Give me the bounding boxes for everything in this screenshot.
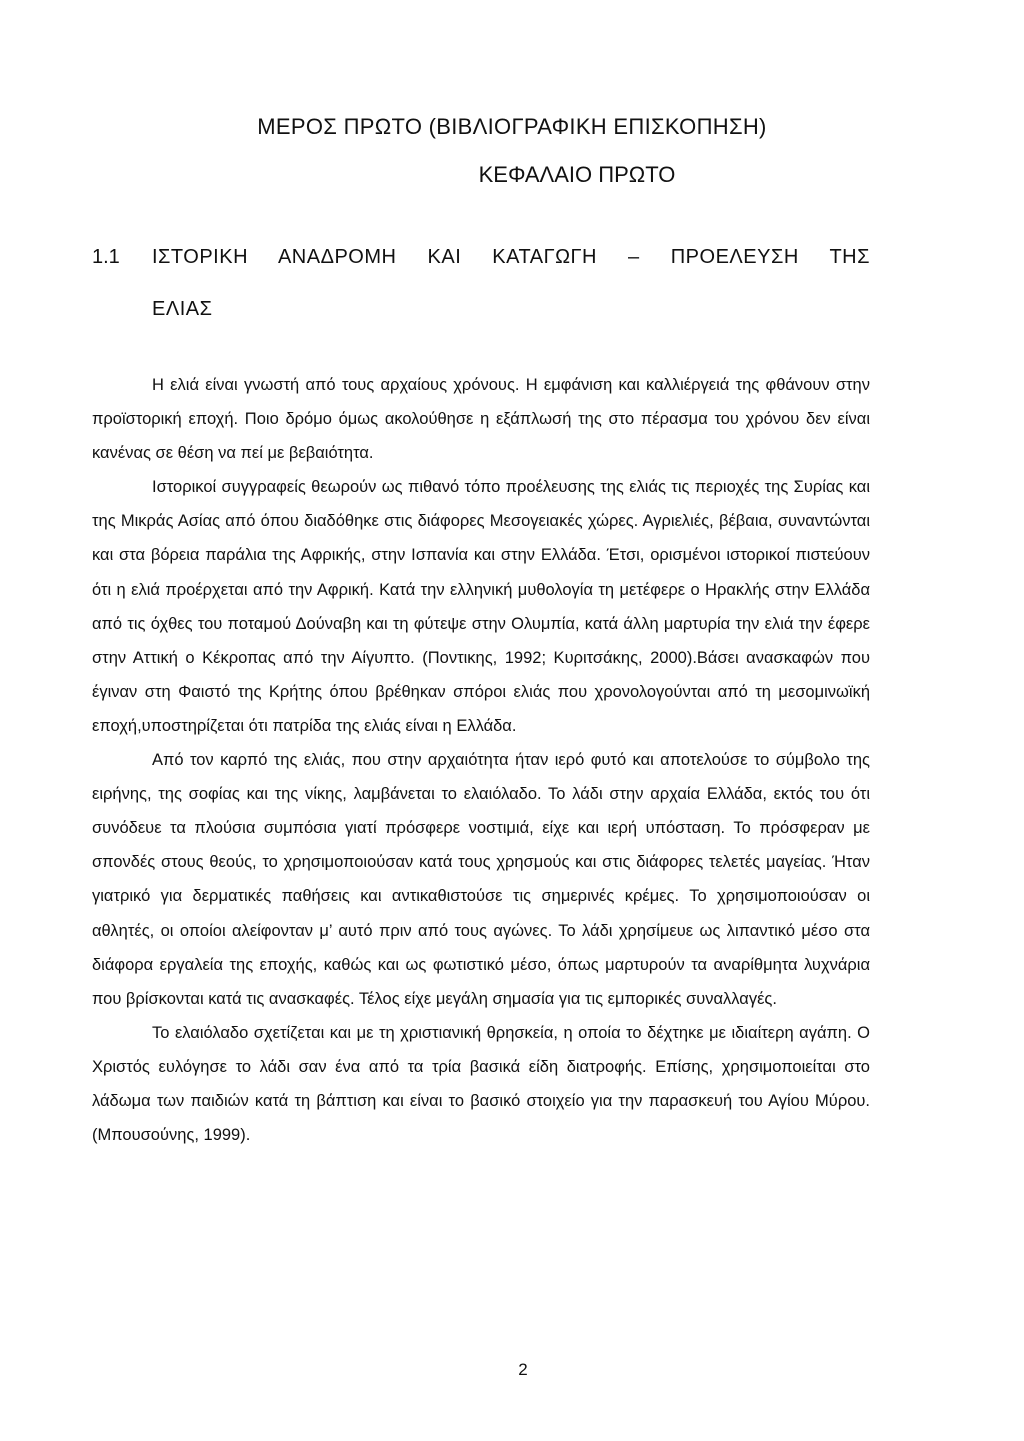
page-number: 2 — [518, 1360, 528, 1379]
chapter-title: ΚΕΦΑΛΑΙΟ ΠΡΩΤΟ — [478, 162, 676, 187]
body-text — [92, 368, 870, 1152]
section-title-line2: ΕΛΙΑΣ — [152, 298, 213, 320]
paragraph-3: Από τον καρπό της ελιάς, που στην αρχαιότητα ήταν ιερό φυτό και αποτελούσε το σύμβολο της ειρήνης, της σοφίας και της νίκης, λαμβάνεται το ελαιόλαδο. Το λάδι στην αρχαία Ελλάδα, εκτός του ότι συνόδευε τα πλούσια συμπόσια γιατί πρόσφερε νοστιμιά, είχε και ιερή υπόσταση. Το πρόσφεραν με σπονδές στους θεούς, το χρησιμοποιούσαν κατά τους χρησμούς και στις διάφορες τελετές μαγείας. Ήταν γιατρικό για δερματικές παθήσεις και αντικαθιστούσε τις σημερινές κρέμες. Το χρησιμοποιούσαν οι αθλητές, οι οποίοι αλείφονταν μ’ αυτό πριν από τους αγώνες. Το λάδι χρησίμευε ως λιπαντικό μέσο στα διάφορα εργαλεία της εποχής, καθώς και ως φωτιστικό μέσο, όπως μαρτυρούν τα αναρίθμητα λυχνάρια που βρίσκονται κατά τις ανασκαφές. Τέλος είχε μεγάλη σημασία για τις εμπορικές συναλλαγές. — [92, 751, 870, 1008]
part-title: ΜΕΡΟΣ ΠΡΩΤΟ (ΒΙΒΛΙΟΓΡΑΦΙΚΗ ΕΠΙΣΚΟΠΗΣΗ) — [257, 114, 767, 139]
section-heading-line — [92, 244, 870, 271]
section-heading — [92, 244, 870, 323]
paragraph-4: Το ελαιόλαδο σχετίζεται και με τη χριστιανική θρησκεία, η οποία το δέχτηκε με ιδιαίτερη αγάπη. Ο Χριστός ευλόγησε το λάδι σαν ένα από τα τρία βασικά είδη διατροφής. Επίσης, χρησιμοποιείται στο λάδωμα των παιδιών κατά τη βάπτιση και είναι το βασικό στοιχείο για την παρασκευή του Αγίου Μύρου. (Μπουσούνης, 1999). — [92, 1023, 870, 1145]
paragraph-2: Ιστορικοί συγγραφείς θεωρούν ως πιθανό τόπο προέλευσης της ελιάς τις περιοχές της Συρίας και της Μικράς Ασίας από όπου διαδόθηκε στις διάφορες Μεσογειακές χώρες. Αγριελιές, βέβαια, συναντώνται και στα βόρεια παράλια της Αφρικής, στην Ισπανία και στην Ελλάδα. Έτσι, ορισμένοι ιστορικοί πιστεύουν ότι η ελιά προέρχεται από την Αφρική. Κατά την ελληνική μυθολογία τη μετέφερε ο Ηρακλής στην Ελλάδα από τις όχθες του ποταμού Δούναβη και τη φύτεψε στην Ολυμπία, κατά άλλη μαρτυρία την ελιά την έφερε στην Αττική ο Κέκροπας από την Αίγυπτο. (Ποντικης, 1992; Κυριτσάκης, 2000).Βάσει ανασκαφών που έγιναν στη Φαιστό της Κρήτης όπου βρέθηκαν σπόροι ελιάς που χρονολογούνται από τη μεσομινωϊκή εποχή,υποστηρίζεται ότι πατρίδα της ελιάς είναι η Ελλάδα. — [92, 478, 870, 735]
paragraph-1: Η ελιά είναι γνωστή από τους αρχαίους χρόνους. Η εμφάνιση και καλλιέργειά της φθάνουν στην προϊστορική εποχή. Ποιο δρόμο όμως ακολούθησε η εξάπλωσή της στο πέρασμα του χρόνου δεν είναι κανένας σε θέση να πεί με βεβαιότητα. — [92, 376, 870, 463]
section-title-line1: ΙΣΤΟΡΙΚΗ ΑΝΑΔΡΟΜΗ ΚΑΙ ΚΑΤΑΓΩΓΗ – ΠΡΟΕΛΕΥΣΗ ΤΗΣ — [152, 246, 870, 268]
section-number: 1.1 — [92, 246, 120, 268]
